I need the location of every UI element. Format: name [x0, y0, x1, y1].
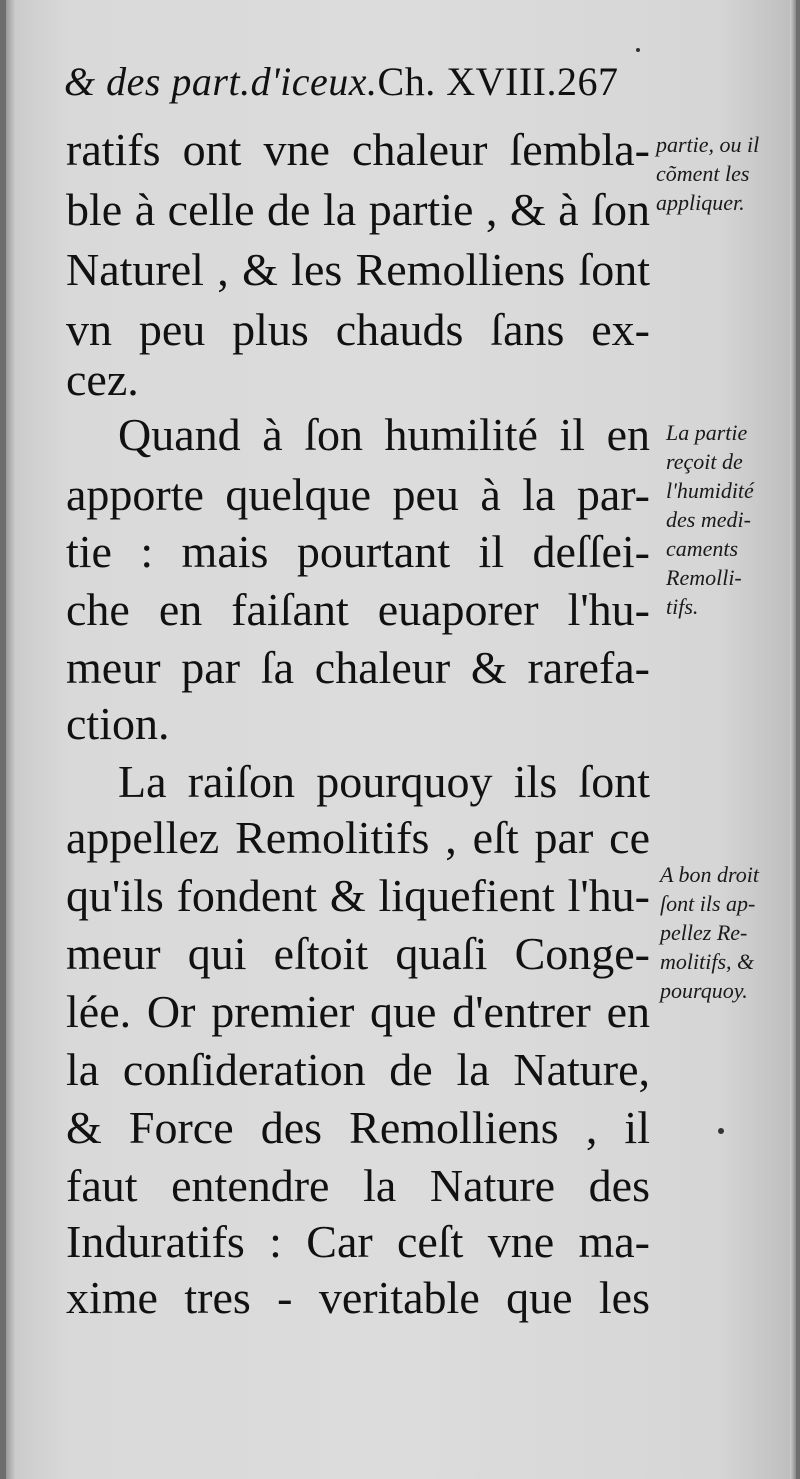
body-line: La raiſon pourquoy ils ſont: [118, 756, 650, 807]
ink-speck: [718, 1128, 724, 1134]
body-line: Induratifs : Car ceſt vne ma-: [66, 1216, 650, 1267]
margin-note-line: La partie: [666, 420, 748, 445]
body-line: la conſideration de la Nature,: [66, 1044, 650, 1095]
margin-note-line: des medi-: [666, 507, 751, 532]
margin-note-line: cõment les: [656, 161, 750, 186]
body-line: ction.: [66, 698, 170, 749]
margin-note-line: pellez Re-: [660, 920, 748, 945]
margin-note-line: l'humidité: [666, 478, 754, 503]
margin-note-line: molitifs, &: [660, 949, 755, 974]
body-line: ble à celle de la partie , & à ſon: [66, 184, 650, 235]
margin-note-line: A bon droit: [660, 862, 760, 887]
margin-note-line: partie, ou il: [656, 132, 760, 157]
margin-note-line: caments: [666, 536, 739, 561]
margin-note: [666, 418, 800, 621]
margin-note-line: Remolli-: [666, 565, 742, 590]
page-left-edge: [6, 0, 16, 1479]
body-line: & Force des Remolliens , il: [66, 1102, 650, 1153]
body-line: faut entendre la Nature des: [66, 1160, 650, 1211]
running-header: [64, 58, 654, 106]
margin-note-line: reçoit de: [666, 449, 743, 474]
book-page: [6, 0, 796, 1479]
body-line: ratifs ont vne chaleur ſembla-: [66, 124, 650, 175]
margin-note: [656, 130, 796, 217]
margin-note-line: tifs.: [666, 594, 699, 619]
page-right-edge: [790, 0, 796, 1479]
body-line: lée. Or premier que d'entrer en: [66, 986, 650, 1037]
body-line: meur par ſa chaleur & rarefa-: [66, 642, 650, 693]
body-line: tie : mais pourtant il deſſei-: [66, 526, 650, 577]
page-number: 267: [556, 59, 619, 104]
margin-note-line: pourquoy.: [660, 978, 748, 1003]
body-line: che en faiſant euaporer l'hu-: [66, 584, 650, 635]
body-line: Quand à ſon humilité il en: [118, 409, 650, 460]
body-line: qu'ils fondent & liquefient l'hu-: [66, 870, 650, 921]
margin-note-line: appliquer.: [656, 190, 745, 215]
margin-note: [660, 860, 800, 1005]
ink-speck: [636, 48, 640, 52]
body-line: meur qui eſtoit quaſi Conge-: [66, 928, 650, 979]
body-line: Naturel , & les Remolliens ſont: [66, 244, 650, 295]
body-line: vn peu plus chauds ſans ex-: [66, 304, 650, 355]
margin-note-line: ſont ils ap-: [660, 891, 756, 916]
chapter-label: Ch. XVIII.: [377, 59, 557, 104]
body-line: appellez Remolitifs , eſt par ce: [66, 812, 650, 863]
body-line: cez.: [66, 354, 139, 405]
body-line: apporte quelque peu à la par-: [66, 469, 650, 520]
running-title: & des part.d'iceux.: [64, 59, 378, 104]
body-line: xime tres - veritable que les: [66, 1272, 650, 1323]
